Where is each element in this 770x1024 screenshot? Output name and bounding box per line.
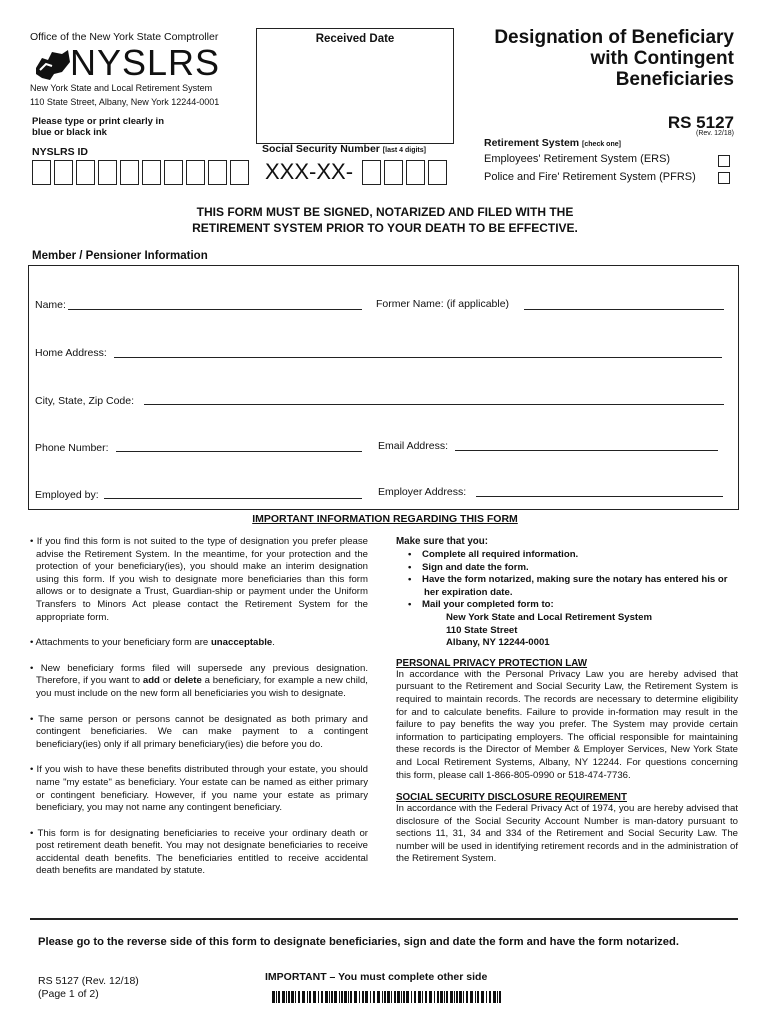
divider: [30, 918, 738, 920]
ssn-disclosure-heading: SOCIAL SECURITY DISCLOSURE REQUIREMENT: [396, 792, 627, 804]
ssn-disclosure-text: In accordance with the Federal Privacy Act of 1974, you are hereby advised that disclosure of the Social Security Account Number is man-datory pursuant to sections 11, 31, 34 and 334 of the Retirement and Social Security Law. The number will be used in identifying retirement records and in the administration of the Retirement System.: [396, 803, 738, 865]
phone-label: Phone Number:: [35, 442, 109, 454]
city-state-zip-field[interactable]: [144, 404, 724, 405]
privacy-text: In accordance with the Personal Privacy Law you are hereby advised that pursuant to the Retirement and Social Security Law, the Retirement System is required to maintain records. The records are necessary to determine eligibility for and to calculate benefits. Failure to provide in-formation may result in the failure to pay benefits the way you prefer. The System may provide certain information to participating employers. The official responsible for maintaining these records is the Director of Member & Employer Services, New York State and Local Retirement Systems, Albany, NY 12244. For questions concerning this form, please call 1-866-805-0990 or 518-474-7736.: [396, 668, 738, 781]
nyslrs-logo: [32, 42, 221, 84]
ret-system-label: Retirement System: [484, 137, 580, 149]
name-row: [35, 299, 66, 311]
name-field[interactable]: [68, 309, 362, 310]
org-name: New York State and Local Retirement System: [30, 83, 213, 93]
pfrs-checkbox[interactable]: [718, 169, 730, 187]
received-date-box: [256, 28, 454, 144]
former-name-label: Former Name: (if applicable): [376, 298, 510, 310]
employer-address-label: Employer Address:: [378, 486, 467, 498]
mail-line-2: 110 State Street: [446, 624, 518, 636]
left-column: [30, 536, 368, 878]
footer-form-info: [38, 975, 139, 1001]
barcode: [272, 991, 502, 1003]
info-paragraph-6: • This form is for designating beneficiaries to receive your ordinary death or post retirement death benefit. You may not designate beneficiaries to receive accidental death benefits. The beneficiaries entitled to receive accidental death benefits are mandated by statute.: [30, 827, 368, 877]
ssn-sub-label: [last 4 digits]: [382, 147, 426, 154]
privacy-heading: PERSONAL PRIVACY PROTECTION LAW: [396, 657, 588, 669]
logo-text: NYSLRS: [70, 42, 221, 83]
employer-address-field[interactable]: [476, 496, 723, 497]
ssn-prefix: XXX-XX-: [265, 159, 354, 184]
home-address-field[interactable]: [114, 357, 722, 358]
email-label: Email Address:: [378, 440, 449, 452]
info-paragraph-3: • New beneficiary forms filed will supersede any previous designation. Therefore, if you want to add or delete a beneficiary, for example a new child, you must include on the new form all beneficiaries you wish to designate.: [30, 662, 368, 699]
right-column: [396, 536, 738, 866]
form-title: [470, 27, 734, 90]
checklist-item-4: • Mail your completed form to:: [408, 599, 554, 611]
form-revision: (Rev. 12/18): [696, 130, 734, 137]
form-number: RS 5127: [667, 113, 734, 132]
received-date-label: Received Date: [315, 33, 395, 45]
make-sure-heading: Make sure that you:: [396, 536, 489, 547]
phone-field[interactable]: [116, 451, 362, 452]
nys-map-icon: [32, 48, 72, 84]
ssn-last4-field[interactable]: [362, 160, 450, 190]
checklist: [408, 549, 738, 650]
nyslrs-id-label: NYSLRS ID: [32, 146, 89, 158]
title-line-2: with Contingent Beneficiaries: [590, 48, 734, 90]
employed-by-field[interactable]: [104, 498, 362, 499]
checklist-item-2: • Sign and date the form.: [408, 561, 529, 573]
ers-checkbox[interactable]: [718, 152, 730, 170]
info-paragraph-5: • If you wish to have these benefits distributed through your estate, you should name "my estate" as beneficiary. Your estate can be named as either primary or contingent beneficiary. However, if you name your estate as primary beneficiary, you may not name any contingent beneficiary.: [30, 764, 368, 814]
effectiveness-notice: [0, 204, 770, 236]
mail-line-1: New York State and Local Retirement System: [446, 611, 652, 623]
notice-line-2: RETIREMENT SYSTEM PRIOR TO YOUR DEATH TO BE EFFECTIVE.: [192, 221, 578, 235]
ssn-label: Social Security Number: [262, 143, 380, 155]
ssn-label-group: [262, 143, 426, 155]
pfrs-label: Police and Fire' Retirement System (PFRS): [484, 171, 696, 183]
former-name-field[interactable]: [524, 309, 724, 310]
city-state-zip-label: City, State, Zip Code:: [35, 395, 135, 407]
mailing-address: [408, 612, 738, 650]
footer-page-number: (Page 1 of 2): [38, 988, 99, 1000]
name-label: Name:: [35, 299, 66, 311]
info-paragraph-1: • If you find this form is not suited to the type of designation you prefer please advise the Retirement System. In the meantime, for your protection and the protection of your beneficiary(ies), you should make an interim designation using this form. If you wish to designate more beneficiaries than this form allows or to designate a Trust, Guardian-ship or payment under the Uniform Transfers to Minors Act please contact the Retirement System for the appropriate form.: [30, 536, 369, 623]
ret-system-label-group: [484, 137, 621, 149]
mail-line-3: Albany, NY 12244-0001: [446, 637, 550, 649]
important-heading: IMPORTANT INFORMATION REGARDING THIS FORM: [252, 513, 518, 525]
employed-by-label: Employed by:: [35, 489, 99, 501]
footer-form-rev: RS 5127 (Rev. 12/18): [38, 975, 139, 987]
org-address: 110 State Street, Albany, New York 12244-0001: [30, 97, 220, 107]
home-address-label: Home Address:: [35, 347, 107, 359]
notice-line-1: THIS FORM MUST BE SIGNED, NOTARIZED AND FILED WITH THE: [196, 205, 574, 219]
reverse-side-notice: Please go to the reverse side of this form to designate beneficiaries, sign and date the form and have the form notarized.: [38, 936, 679, 948]
ers-label: Employees' Retirement System (ERS): [484, 153, 671, 165]
ink-instruction: Please type or print clearly in blue or black ink: [32, 116, 164, 138]
info-paragraph-4: • The same person or persons cannot be designated as both primary and contingent beneficiaries. We can make payment to a contingent beneficiary(ies) only if all primary beneficiary(ies) die before you do.: [30, 713, 368, 750]
checklist-item-3: • Have the form notarized, making sure the notary has entered his or her expiration date.: [408, 574, 728, 598]
info-paragraph-2: • Attachments to your beneficiary form are unacceptable.: [30, 637, 275, 649]
email-field[interactable]: [455, 450, 718, 451]
title-line-1: Designation of Beneficiary: [494, 27, 734, 48]
ret-system-sub: [check one]: [582, 141, 621, 148]
footer-important: IMPORTANT – You must complete other side: [265, 971, 488, 983]
nyslrs-id-field[interactable]: [32, 160, 252, 190]
office-name: Office of the New York State Comptroller: [30, 31, 219, 43]
checklist-item-1: • Complete all required information.: [408, 549, 579, 560]
member-section-title: Member / Pensioner Information: [32, 250, 208, 262]
